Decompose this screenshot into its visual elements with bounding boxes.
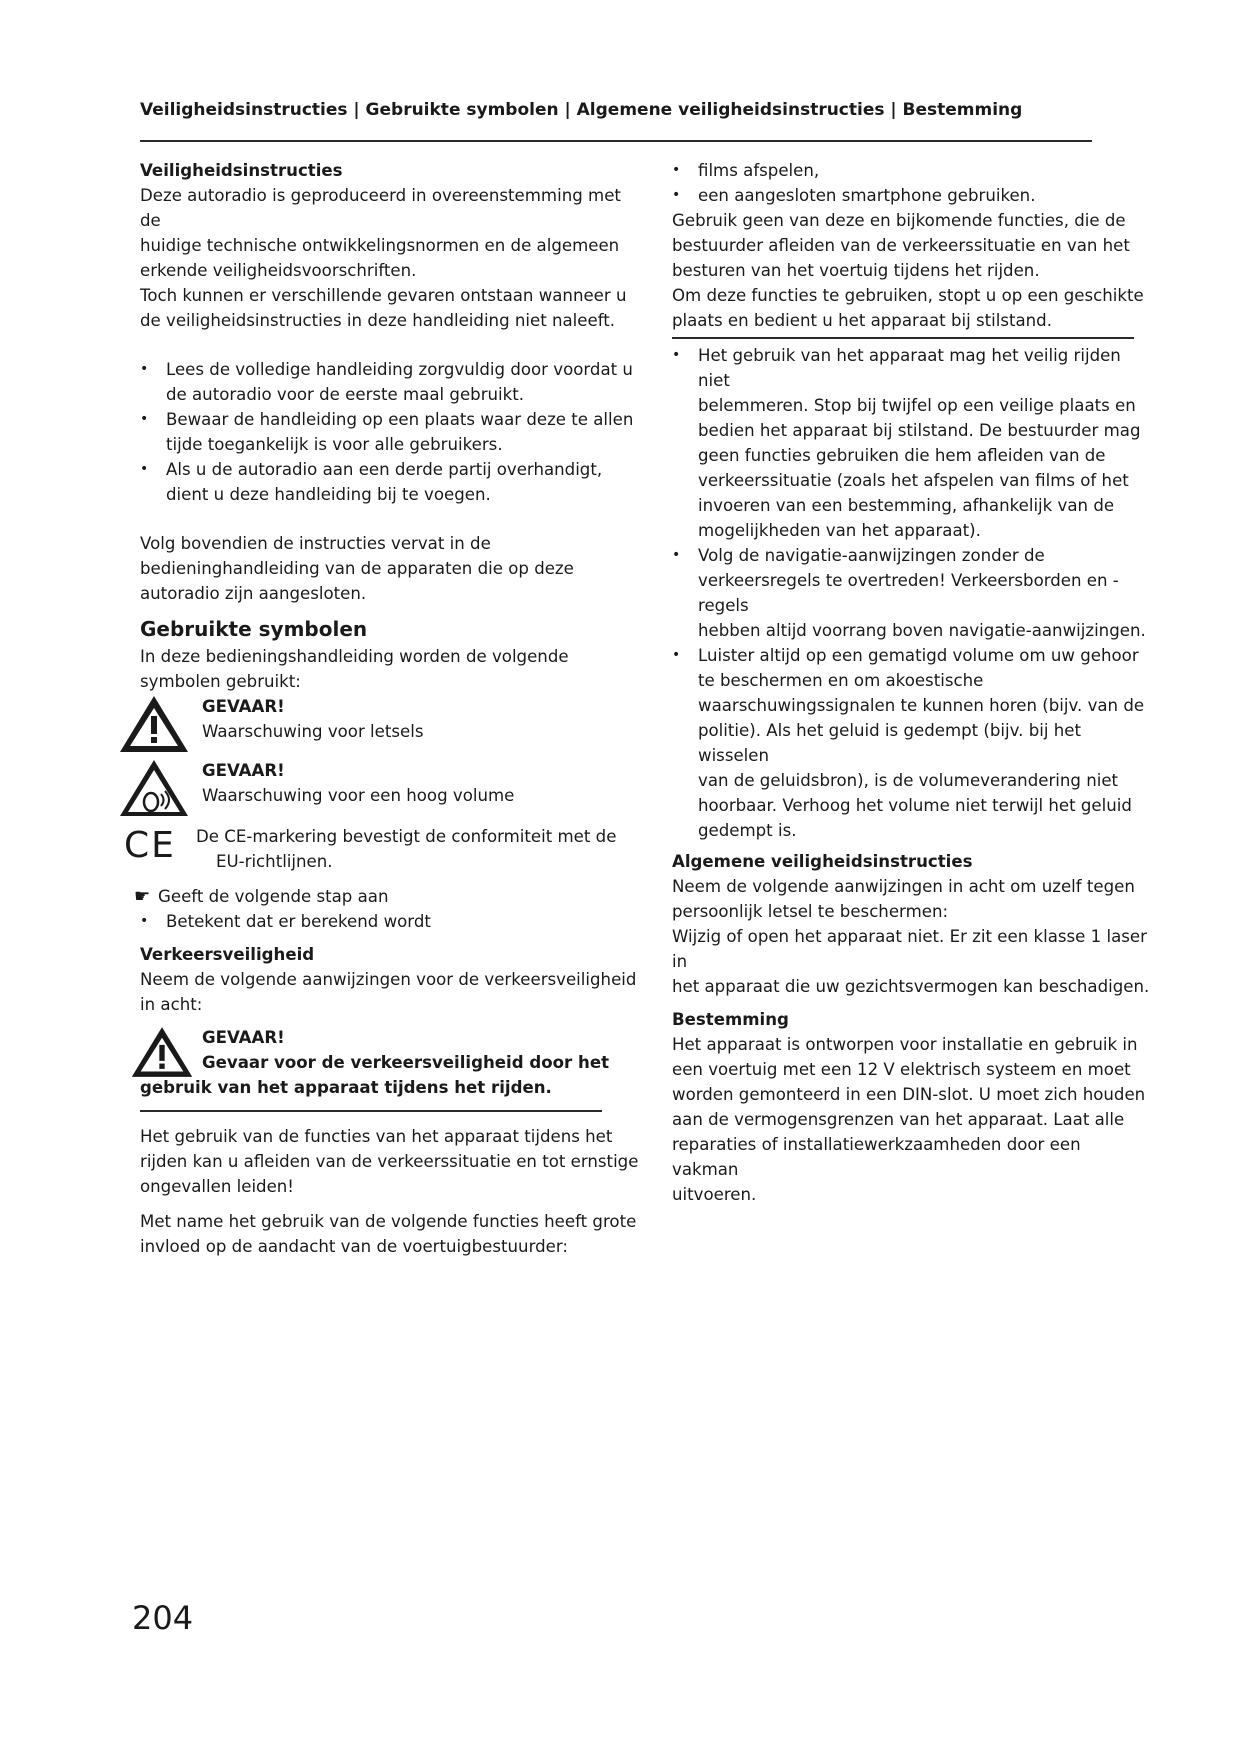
next-step-text: Geeft de volgende stap aan (158, 887, 389, 906)
page-header: Veiligheidsinstructies | Gebruikte symbolen | Algemene veiligheidsinstructies | Bestemming (140, 100, 1023, 120)
list-item-line: • Lees de volledige handleiding zorgvuldig door voordat u (166, 360, 633, 379)
distract-line: Om deze functies te gebruiken, stopt u op een geschikte (672, 286, 1144, 305)
list-item (140, 357, 640, 407)
danger-label: GEVAAR! (202, 697, 285, 716)
safety-intro-line: Deze autoradio is geproduceerd in overeenstemming met de (140, 186, 621, 230)
left-column (124, 158, 640, 1259)
section-divider (672, 337, 1134, 339)
ce-text: De CE-markering bevestigt de conformiteit met de (196, 827, 617, 846)
danger-text: Waarschuwing voor een hoog volume (202, 786, 515, 805)
general-title: Algemene veiligheidsinstructies (672, 852, 973, 871)
traffic-intro-line: Neem de volgende aanwijzingen voor de verkeersveiligheid (140, 970, 637, 989)
traffic-para-2 (140, 1209, 640, 1259)
list-item-line: verkeerssituatie (zoals het afspelen van films of het (698, 471, 1129, 490)
traffic-warning-line: Gevaar voor de verkeersveiligheid door het (202, 1053, 610, 1072)
traffic-title: Verkeersveiligheid (140, 945, 315, 964)
list-item (672, 643, 1150, 843)
list-item-line: geen functies gebruiken die hem afleiden van de (698, 446, 1106, 465)
list-item-line: mogelijkheden van het apparaat). (698, 521, 981, 540)
safety-rules-list (672, 343, 1150, 843)
symbol-danger-volume (140, 758, 640, 814)
destination-line: uitvoeren. (672, 1185, 757, 1204)
symbol-dot-list (140, 909, 640, 934)
safety-intro-line: huidige technische ontwikkelingsnormen en de algemeen (140, 236, 620, 255)
list-item-line: invoeren van een bestemming, afhankelijk van de (698, 496, 1115, 515)
traffic-para-line: Met name het gebruik van de volgende functies heeft grote (140, 1212, 637, 1231)
symbol-danger-injury (140, 694, 640, 750)
destination-title: Bestemming (672, 1010, 789, 1029)
list-item-line: van de geluidsbron), is de volumeverandering niet (698, 771, 1119, 790)
traffic-intro-line: in acht: (140, 995, 203, 1014)
volume-warning-icon (118, 758, 190, 820)
distract-line: plaats en bedient u het apparaat bij stilstand. (672, 311, 1052, 330)
general-line: persoonlijk letsel te beschermen: (672, 902, 949, 921)
traffic-warning-line: gebruik van het apparaat tijdens het rijden. (140, 1078, 552, 1097)
symbols-title: Gebruikte symbolen (140, 617, 368, 641)
safety-title: Veiligheidsinstructies (140, 161, 343, 180)
list-item: • een aangesloten smartphone gebruiken. (672, 183, 1150, 208)
traffic-para-line: invloed op de aandacht van de voertuigbestuurder: (140, 1237, 568, 1256)
list-item-line: waarschuwingssignalen te kunnen horen (bijv. van de (698, 696, 1145, 715)
list-item-line: verkeersregels te overtreden! Verkeersborden en -regels (698, 571, 1119, 615)
list-item-line: bedien het apparaat bij stilstand. De bestuurder mag (698, 421, 1141, 440)
list-item-line: de autoradio voor de eerste maal gebruikt. (166, 385, 525, 404)
function-list (672, 158, 1150, 208)
traffic-warning (140, 1025, 640, 1100)
list-item (672, 543, 1150, 643)
list-item-line: • Het gebruik van het apparaat mag het veilig rijden niet (698, 346, 1121, 390)
list-item (672, 343, 1150, 543)
destination-line: aan de vermogensgrenzen van het apparaat. Laat alle (672, 1110, 1125, 1129)
traffic-para-line: ongevallen leiden! (140, 1177, 294, 1196)
destination-line: worden gemonteerd in een DIN-slot. U moet zich houden (672, 1085, 1146, 1104)
destination-line: reparaties of installatiewerkzaamheden door een vakman (672, 1135, 1081, 1179)
header-divider (140, 140, 1092, 142)
list-item-line: hebben altijd voorrang boven navigatie-aanwijzingen. (698, 621, 1146, 640)
destination-line: een voertuig met een 12 V elektrisch systeem en moet (672, 1060, 1131, 1079)
safety-bullet-list (140, 357, 640, 507)
general-line: Neem de volgende aanwijzingen in acht om uzelf tegen (672, 877, 1135, 896)
symbol-next-step (134, 884, 640, 909)
symbols-intro-line: In deze bedieningshandleiding worden de volgende (140, 647, 569, 666)
danger-text: Waarschuwing voor letsels (202, 722, 424, 741)
list-item-line: te beschermen en om akoestische (698, 671, 984, 690)
page-number: 204 (132, 1599, 194, 1637)
destination-line: Het apparaat is ontworpen voor installatie en gebruik in (672, 1035, 1138, 1054)
safety-follow-line: bedieninghandleiding van de apparaten die op deze (140, 559, 574, 578)
list-item-line: • Als u de autoradio aan een derde partij overhandigt, (166, 460, 603, 479)
general-line: het apparaat die uw gezichtsvermogen kan beschadigen. (672, 977, 1150, 996)
danger-label: GEVAAR! (202, 761, 285, 780)
safety-intro-line: de veiligheidsinstructies in deze handleiding niet naleeft. (140, 311, 616, 330)
warning-triangle-icon (130, 1025, 194, 1079)
traffic-para-line: rijden kan u afleiden van de verkeerssituatie en tot ernstige (140, 1152, 639, 1171)
general-line: Wijzig of open het apparaat niet. Er zit een klasse 1 laser in (672, 927, 1147, 971)
warning-divider (140, 1110, 602, 1112)
list-item-line: belemmeren. Stop bij twijfel op een veilige plaats en (698, 396, 1136, 415)
safety-intro-line: Toch kunnen er verschillende gevaren ontstaan wanneer u (140, 286, 627, 305)
symbol-ce (124, 824, 640, 874)
warning-triangle-icon (118, 694, 190, 754)
symbols-intro-line: symbolen gebruikt: (140, 672, 301, 691)
list-item-line: tijde toegankelijk is voor alle gebruikers. (166, 435, 503, 454)
distract-line: bestuurder afleiden van de verkeerssituatie en van het (672, 236, 1130, 255)
safety-intro-line: erkende veiligheidsvoorschriften. (140, 261, 417, 280)
list-item: • Betekent dat er berekend wordt (140, 909, 640, 934)
ce-mark-icon: CE (124, 825, 176, 866)
distract-line: Gebruik geen van deze en bijkomende functies, die de (672, 211, 1126, 230)
list-item-line: • Volg de navigatie-aanwijzingen zonder de (698, 546, 1045, 565)
ce-text: EU-richtlijnen. (216, 852, 333, 871)
safety-follow-line: autoradio zijn aangesloten. (140, 584, 367, 603)
distract-line: besturen van het voertuig tijdens het rijden. (672, 261, 1040, 280)
traffic-para-1 (140, 1124, 640, 1199)
list-item (140, 407, 640, 457)
safety-follow (140, 531, 640, 606)
list-item-line: • Bewaar de handleiding op een plaats waar deze te allen (166, 410, 634, 429)
list-item-line: dient u deze handleiding bij te voegen. (166, 485, 491, 504)
danger-label: GEVAAR! (202, 1028, 285, 1047)
list-item: • films afspelen, (672, 158, 1150, 183)
list-item-line: politie). Als het geluid is gedempt (bijv. bij het wisselen (698, 721, 1081, 765)
list-item (140, 457, 640, 507)
list-item-line: hoorbaar. Verhoog het volume niet terwijl het geluid (698, 796, 1132, 815)
list-item-line: gedempt is. (698, 821, 797, 840)
pointing-hand-icon: ☛ (134, 886, 151, 907)
right-column (672, 158, 1150, 1207)
traffic-para-line: Het gebruik van de functies van het apparaat tijdens het (140, 1127, 613, 1146)
safety-follow-line: Volg bovendien de instructies vervat in de (140, 534, 491, 553)
list-item-line: • Luister altijd op een gematigd volume om uw gehoor (698, 646, 1139, 665)
